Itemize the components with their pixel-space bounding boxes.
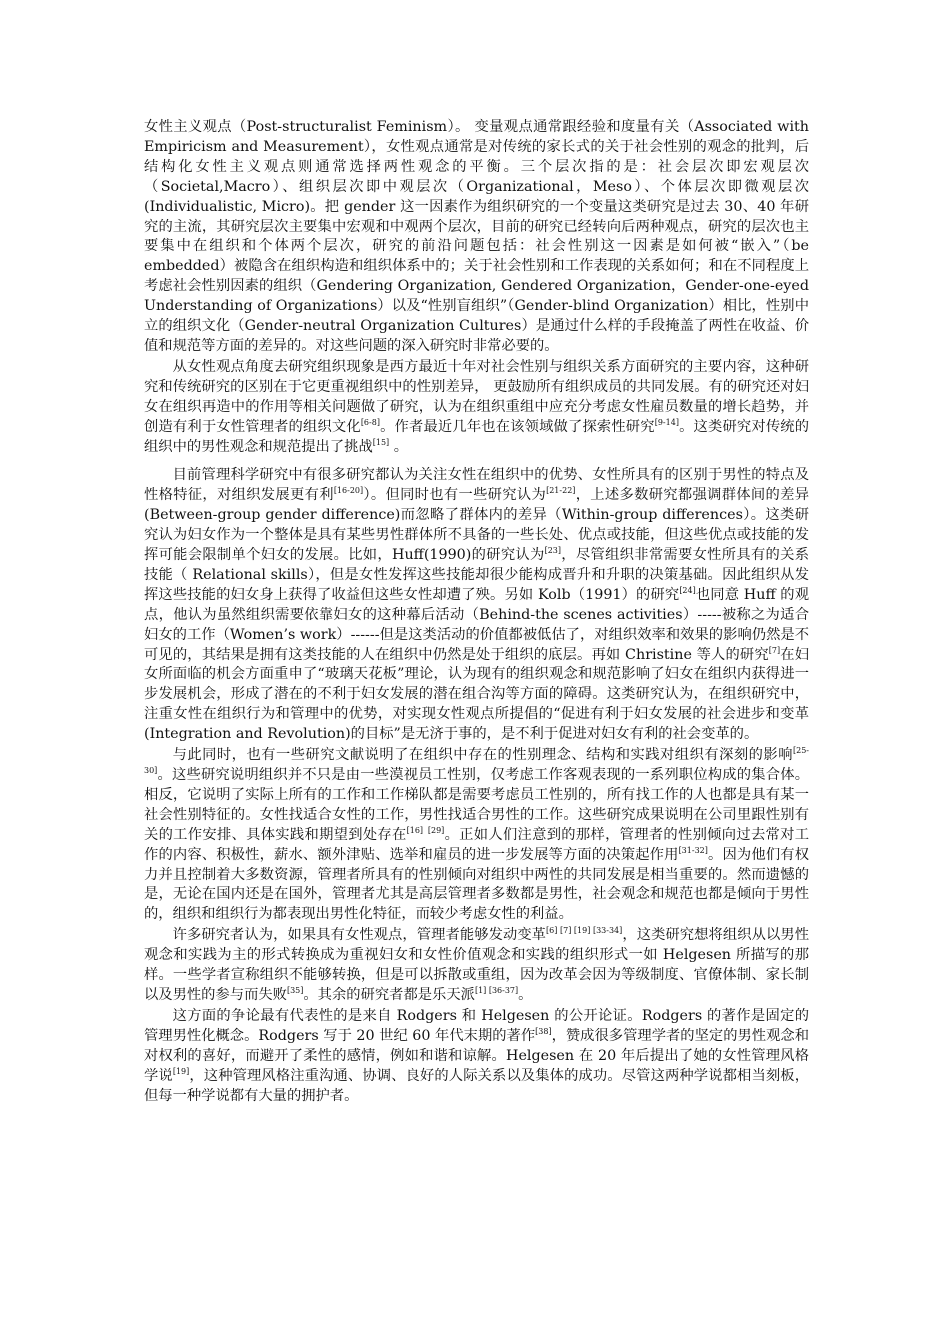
paragraph-text: 与此同时，也有一些研究文献说明了在组织中存在的性别理念、结构和实践对组织有深刻的影响 [172, 747, 793, 764]
paragraph-text: ，这类研究想将组织从以男性观念和实践为主的形式转换成为重视妇女和女性价值观念和实践的组织形式一如 Helgesen 所描写的那样。一些学者宣称组织不能够转换，但是可以拆散或重组，因为改革会因为等级制度、官僚体制、家长制以及男性的参与而失败 [144, 927, 810, 1003]
paragraph-text: ，这种管理风格注重沟通、协调、良好的人际关系以及集体的成功。尽管这两种学说都相当刻板，但每一种学说都有大量的拥护者。 [144, 1067, 809, 1104]
paragraph-text: 。因为他们有权力并且控制着大多数资源，管理者所具有的性别倾向对组织中两性的共同发展是相当重要的。然而遗憾的是，无论在国内还是在国外，管理者尤其是高层管理者多数都是男性，社会观念和规范也都是倾向于男性的，组织和组织行为都表现出男性化特征，而较少考虑女性的利益。 [144, 846, 810, 923]
paragraph-text: 。 [389, 438, 409, 455]
paragraph [144, 1007, 809, 1107]
citation-ref: [25-30] [144, 746, 809, 775]
citation-ref: [7] [768, 645, 781, 655]
paragraph-text: 。其余的研究者都是乐天派 [303, 986, 475, 1003]
paragraph-text: 。这些研究说明组织并不只是由一些漠视员工性别，仅考虑工作客观表现的一系列职位构成的集合体。相反，它说明了实际上所有的工作和工作梯队都是需要考虑员工性别的，所有找工作的人也都是具有某一社会性别特征的。女性找适合女性的工作，男性找适合男性的工作。这些研究成果说明在公司里跟性别有关的工作安排、具体实践和期望到处存在 [144, 767, 809, 843]
paragraph-text: 也同意 Huff 的观点，他认为虽然组织需要依靠妇女的这种幕后活动（Behind-the scenes activities）-----被称之为适合妇女的工作（Women’s work）------但是这类活动的价值都被低估了，对组织效率和效果的影响仍然是不可见的，其结果是拥有这类技能的人在组织中仍然是处于组织的底层。再如 Christine 等人的研究 [144, 586, 809, 663]
citation-ref: [31-32] [678, 845, 708, 855]
paragraph-text: 目前管理科学研究中有很多研究都认为关注女性在组织中的优势、女性所具有的区别于男性的特点及性格特征，对组织发展更有利 [144, 467, 809, 504]
citation-ref: [35] [286, 985, 304, 995]
paragraph [144, 466, 809, 745]
paragraph [144, 926, 809, 1006]
paragraph-text: ，赞成很多管理学者的坚定的男性观念和对权利的喜好，而避开了柔性的感情，例如和谐和谅解。Helgesen 在 20 年后提出了她的女性管理风格学说 [144, 1027, 809, 1084]
citation-ref: [29] [427, 825, 445, 835]
paragraph-text: 许多研究者认为，如果具有女性观点，管理者能够发动变革 [172, 927, 547, 944]
paragraph-text: ，上述多数研究都强调群体间的差异(Between-group gender difference)而忽略了群体内的差异（Within-group differences）。这类研究认为妇女作为一个整体是具有某些男性群体所不具备的一些长处、优点或技能，但这些优点或技能的发挥可能会限制单个妇女的发展。比如，Huff(1990)的研究认为 [144, 487, 810, 564]
citation-ref: [1] [36-37] [474, 985, 519, 995]
paragraph-text: 这方面的争论最有代表性的是来自 Rodgers 和 Helgesen 的公开论证。Rodgers 的著作是固定的管理男性化概念。Rodgers 写于 20 世纪 60 年代末期的著作 [144, 1007, 809, 1044]
citation-ref: [16-20] [333, 486, 364, 496]
paragraph-text: ，尽管组织非常需要女性所具有的关系技能（ Relational skills），但是女性发挥这些技能却很少能构成晋升和升职的决策基础。因此组织从发挥这些技能的妇女身上获得了收益但这些女性却遭了殃。另如 Kolb（1991）的研究 [144, 547, 810, 603]
paragraph-text: 。 [518, 986, 533, 1003]
paragraph-text: 从女性观点角度去研究组织现象是西方最近十年对社会性别与组织关系方面研究的主要内容，这种研究和传统研究的区别在于它更重视组织中的性别差异， 更鼓励所有组织成员的共同发展。有的研究还对妇女在组织再造中的作用等相关问题做了研究，认为在组织重组中应充分考虑女性雇员数量的增长趋势，并创造有利于女性管理者的组织文化 [144, 358, 809, 435]
citation-ref: [21-22] [546, 486, 576, 496]
citation-ref: [38] [535, 1026, 552, 1036]
citation-ref: [6] [7] [19] [33-34] [546, 926, 623, 936]
paragraph-text: 女性主义观点（Post-structuralist Feminism）。 变量观点通常跟经验和度量有关（Associated with Empiricism and Measurement），女性观点通常是对传统的家长式的关于社会性别的观念的批判，后结构化女性主义观点则通常选择两性观念的平衡。三个层次指的是：社会层次即宏观层次（Societal,Macro）、组织层次即中观层次（Organizational，Meso）、个体层次即微观层次(Individualistic, Micro)。把 gender 这一因素作为组织研究的一个变量这类研究是过去 30、40 年研究的主流，其研究层次主要集中宏观和中观两个层次，目前的研究已经转向后两种观点，研究的层次也主要集中在组织和个体两个层次，研究的前沿问题包括：社会性别这一因素是如何被“嵌入”（be embedded）被隐含在组织构造和组织体系中的；关于社会性别和工作表现的关系如何；和在不同程度上考虑社会性别因素的组织（Gendering Organization, Gendered Organization，Gender-one-eyed Understanding of Organizations）以及“性别盲组织”（Gender-blind Organization）相比，性别中立的组织文化（Gender-neutral Organization Cultures）是通过什么样的手段掩盖了两性在收益、价值和规范等方面的差异的。对这些问题的深入研究时非常必要的。 [144, 119, 809, 354]
citation-ref: [19] [172, 1066, 190, 1076]
citation-ref: [24] [679, 585, 696, 595]
citation-ref: [15] [372, 437, 390, 447]
paragraph [144, 746, 809, 925]
paragraph-text: 在妇女所面临的机会方面重申了“玻璃天花板”理论，认为现有的组织观念和规范影响了妇女在组织内获得进一步发展机会，形成了潜在的不利于妇女发展的潜在组合沟等方面的障碍。这类研究认为，在组织研究中，注重女性在组织行为和管理中的优势，对实现女性观点所提倡的“促进有利于妇女发展的社会进步和变革(Integration and Revolution)的目标”是无济于事的，是不利于促进对妇女有利的社会变革的。 [144, 646, 809, 743]
paragraph [144, 358, 809, 458]
citation-ref: [23] [544, 546, 562, 556]
document-body [144, 118, 809, 1106]
paragraph-text: 。正如人们注意到的那样，管理者的性别倾向过去常对工作的内容、积极性，薪水、额外津贴、选举和雇员的进一步发展等方面的决策起作用 [144, 826, 810, 863]
citation-ref: [6-8] [360, 417, 380, 427]
citation-ref: [9-14] [654, 417, 679, 427]
paragraph [144, 118, 809, 357]
paragraph-text: ）。但同时也有一些研究认为 [363, 487, 547, 504]
paragraph-text: 。这类研究对传统的组织中的男性观念和规范提出了挑战 [144, 418, 810, 455]
paragraph-text: 。作者最近几年也在该领域做了探索性研究 [379, 418, 655, 435]
citation-ref: [16] [406, 825, 424, 835]
